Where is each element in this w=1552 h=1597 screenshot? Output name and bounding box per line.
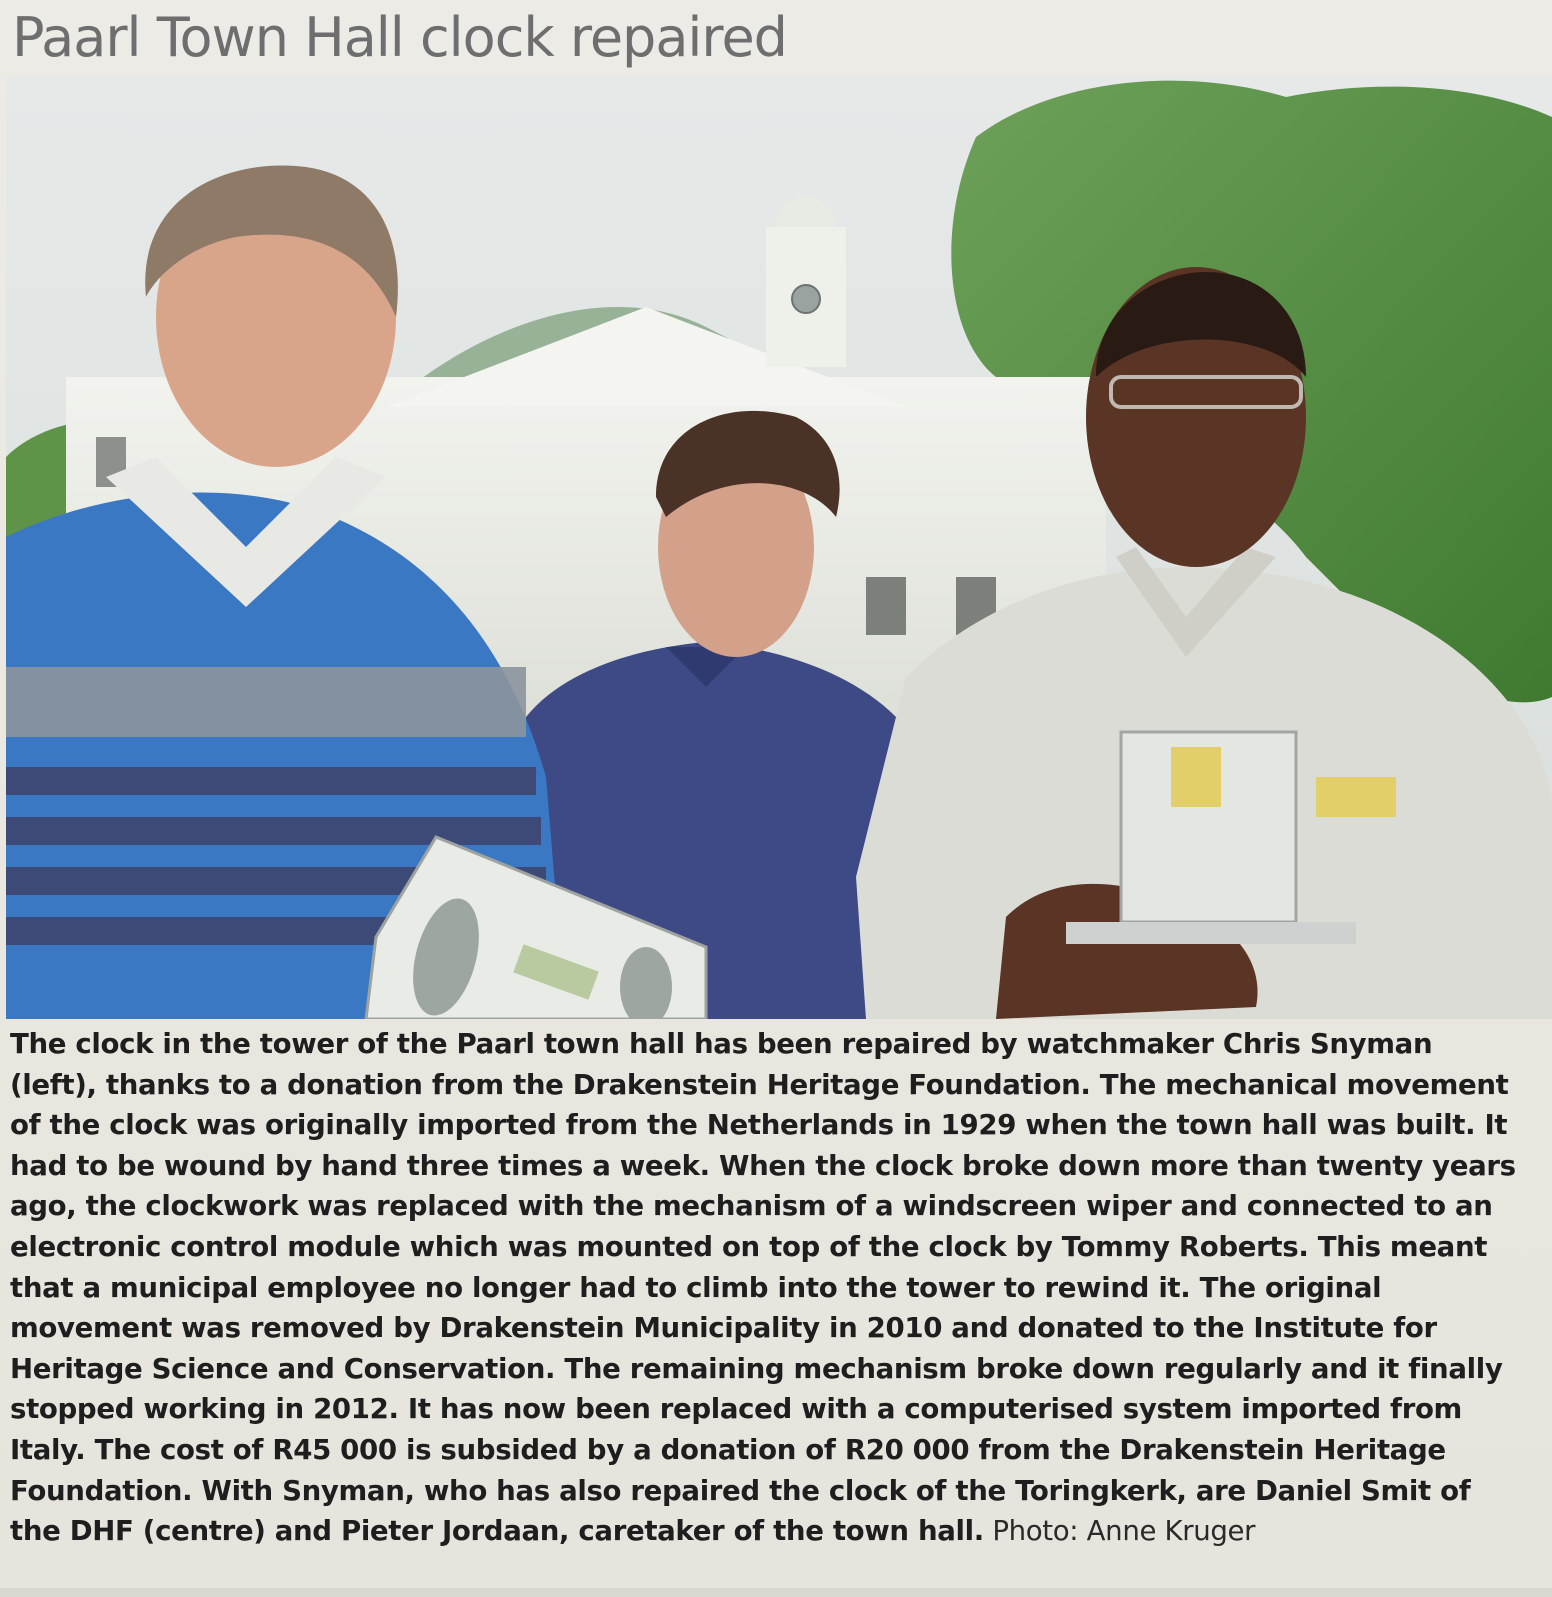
clipping-edge bbox=[0, 1588, 1552, 1597]
caption-line: Italy. The cost of R45 000 is subsided by a donation of R20 000 from the Drakenstein Heritage bbox=[10, 1432, 1446, 1466]
left-shirt-stripe-navy-1 bbox=[6, 767, 536, 795]
caption-line: the DHF (centre) and Pieter Jordaan, caretaker of the town hall. bbox=[10, 1514, 984, 1548]
caption-line: ago, the clockwork was replaced with the mechanism of a windscreen wiper and connected to an bbox=[10, 1189, 1493, 1223]
mechanism-part-2 bbox=[1316, 777, 1396, 817]
left-shirt-stripe-navy-2 bbox=[6, 817, 541, 845]
mechanism-base bbox=[1066, 922, 1356, 944]
article-photo bbox=[6, 77, 1552, 1019]
photo-caption bbox=[10, 1024, 1540, 1552]
left-shirt-stripe-grey bbox=[6, 667, 526, 737]
caption-line: that a municipal employee no longer had to climb into the tower to rewind it. The original bbox=[10, 1270, 1382, 1304]
caption-last-line bbox=[10, 1511, 1540, 1552]
photo-credit: Photo: Anne Kruger bbox=[983, 1514, 1256, 1548]
caption-line: movement was removed by Drakenstein Municipality in 2010 and donated to the Institute for bbox=[10, 1311, 1437, 1345]
mechanism-part bbox=[1171, 747, 1221, 807]
caption-line: stopped working in 2012. It has now been replaced with a computerised system imported from bbox=[10, 1392, 1462, 1426]
caption-line: electronic control module which was mounted on top of the clock by Tommy Roberts. This meant bbox=[10, 1229, 1488, 1263]
caption-line: (left), thanks to a donation from the Drakenstein Heritage Foundation. The mechanical movement bbox=[10, 1067, 1509, 1101]
caption-line: had to be wound by hand three times a week. When the clock broke down more than twenty years bbox=[10, 1148, 1516, 1182]
caption-line: The clock in the tower of the Paarl town hall has been repaired by watchmaker Chris Snyman bbox=[10, 1027, 1433, 1060]
headline: Paarl Town Hall clock repaired bbox=[12, 6, 787, 69]
caption-line: of the clock was originally imported from the Netherlands in 1929 when the town hall was built. It bbox=[10, 1108, 1508, 1142]
window-1 bbox=[866, 577, 906, 635]
caption-line: Foundation. With Snyman, who has also repaired the clock of the Toringkerk, are Daniel Smit of bbox=[10, 1473, 1471, 1507]
clock-face bbox=[792, 285, 820, 313]
caption-line: Heritage Science and Conservation. The remaining mechanism broke down regularly and it finally bbox=[10, 1351, 1503, 1385]
